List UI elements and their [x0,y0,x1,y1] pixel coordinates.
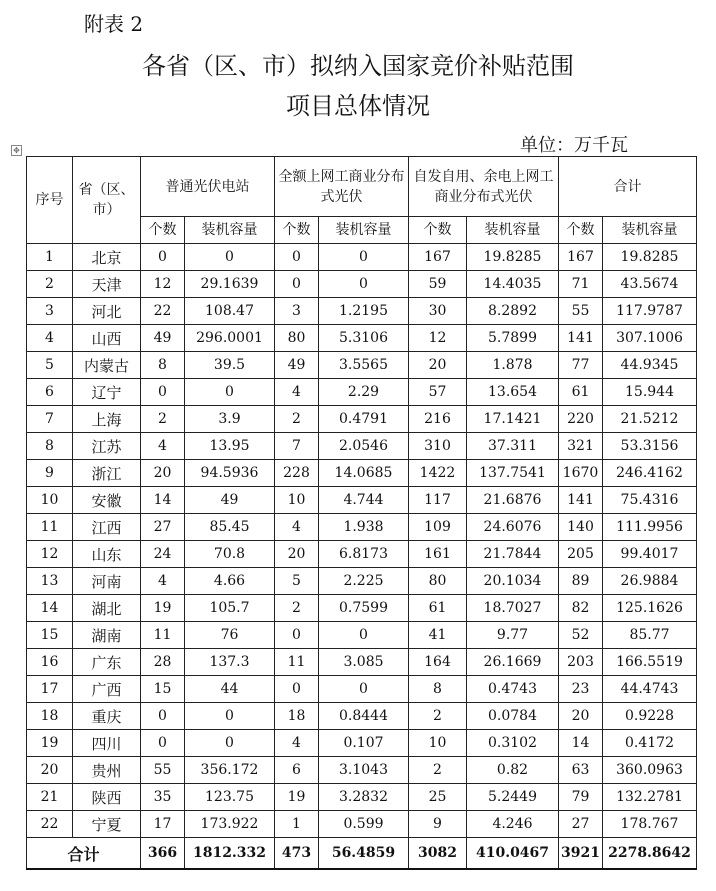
cell-count: 0 [141,244,185,271]
cell-capacity: 137.3 [185,649,275,676]
cell-capacity: 2.225 [319,568,409,595]
cell-seq: 7 [27,406,73,433]
cell-capacity: 13.95 [185,433,275,460]
cell-count: 10 [275,487,319,514]
table-row [27,460,697,487]
cell-seq: 21 [27,784,73,811]
cell-capacity: 0.9228 [603,703,697,730]
cell-count: 12 [141,271,185,298]
cell-seq: 4 [27,325,73,352]
header-full-grid-distributed: 全额上网工商业分布式光伏 [275,157,409,217]
cell-province: 广西 [73,676,141,703]
cell-capacity: 0.82 [467,757,559,784]
cell-count: 7 [275,433,319,460]
cell-count: 216 [409,406,467,433]
table-row [27,271,697,298]
cell-count: 1670 [559,460,603,487]
cell-seq: 2 [27,271,73,298]
cell-capacity: 1.878 [467,352,559,379]
cell-count: 9 [409,811,467,838]
cell-count: 2 [409,757,467,784]
cell-province: 天津 [73,271,141,298]
cell-capacity: 0.4172 [603,730,697,757]
cell-capacity: 296.0001 [185,325,275,352]
cell-count: 2 [141,406,185,433]
cell-capacity: 19.8285 [467,244,559,271]
cell-count: 109 [409,514,467,541]
cell-capacity: 0.599 [319,811,409,838]
cell-capacity: 2.29 [319,379,409,406]
table-row [27,811,697,838]
cell-capacity: 0 [319,622,409,649]
table-row [27,541,697,568]
document-subtitle: 项目总体情况 [286,92,430,120]
table-row [27,325,697,352]
cell-count: 10 [409,730,467,757]
cell-capacity: 5.7899 [467,325,559,352]
project-summary-table [26,156,697,870]
table-row [27,406,697,433]
cell-capacity: 18.7027 [467,595,559,622]
cell-count: 20 [559,703,603,730]
cell-capacity: 0.0784 [467,703,559,730]
cell-seq: 12 [27,541,73,568]
header-count: 个数 [141,217,185,244]
cell-count: 11 [275,649,319,676]
cell-seq: 17 [27,676,73,703]
total-cell: 56.4859 [319,838,409,870]
cell-capacity: 3.1043 [319,757,409,784]
cell-seq: 10 [27,487,73,514]
cell-count: 228 [275,460,319,487]
cell-count: 4 [141,568,185,595]
cell-count: 12 [409,325,467,352]
table-row [27,244,697,271]
cell-capacity: 4.246 [467,811,559,838]
cell-seq: 15 [27,622,73,649]
table-row [27,568,697,595]
cell-capacity: 21.5212 [603,406,697,433]
cell-count: 89 [559,568,603,595]
cell-capacity: 19.8285 [603,244,697,271]
cell-count: 71 [559,271,603,298]
total-cell: 3082 [409,838,467,870]
cell-count: 1422 [409,460,467,487]
cell-count: 55 [559,298,603,325]
cell-capacity: 0 [185,244,275,271]
cell-capacity: 21.7844 [467,541,559,568]
cell-province: 安徽 [73,487,141,514]
unit-label: 单位：万千瓦 [520,135,628,156]
cell-province: 北京 [73,244,141,271]
cell-capacity: 5.3106 [319,325,409,352]
document-title: 各省（区、市）拟纳入国家竞价补贴范围 [142,52,574,80]
cell-seq: 22 [27,811,73,838]
cell-count: 6 [275,757,319,784]
table-move-handle-icon[interactable]: ✥ [11,145,22,156]
cell-count: 321 [559,433,603,460]
cell-count: 41 [409,622,467,649]
table-row [27,433,697,460]
cell-capacity: 26.1669 [467,649,559,676]
cell-count: 14 [559,730,603,757]
cell-province: 重庆 [73,703,141,730]
cell-capacity: 246.4162 [603,460,697,487]
cell-count: 8 [141,352,185,379]
table-row [27,379,697,406]
cell-count: 80 [275,325,319,352]
cell-capacity: 137.7541 [467,460,559,487]
cell-capacity: 0 [319,271,409,298]
cell-count: 0 [141,703,185,730]
cell-seq: 8 [27,433,73,460]
table-row [27,352,697,379]
cell-count: 141 [559,325,603,352]
cell-capacity: 3.085 [319,649,409,676]
cell-capacity: 3.5565 [319,352,409,379]
cell-count: 0 [275,622,319,649]
cell-count: 0 [275,244,319,271]
cell-capacity: 1.2195 [319,298,409,325]
cell-capacity: 123.75 [185,784,275,811]
cell-count: 23 [559,676,603,703]
cell-capacity: 26.9884 [603,568,697,595]
cell-capacity: 44.4743 [603,676,697,703]
cell-capacity: 49 [185,487,275,514]
cell-capacity: 4.66 [185,568,275,595]
cell-count: 4 [275,730,319,757]
cell-capacity: 2.0546 [319,433,409,460]
cell-count: 57 [409,379,467,406]
cell-capacity: 0.107 [319,730,409,757]
cell-count: 35 [141,784,185,811]
table-row [27,676,697,703]
header-count: 个数 [409,217,467,244]
cell-capacity: 14.4035 [467,271,559,298]
total-cell: 2278.8642 [603,838,697,870]
table-row [27,487,697,514]
header-total: 合计 [559,157,697,217]
cell-capacity: 3.2832 [319,784,409,811]
cell-seq: 3 [27,298,73,325]
cell-capacity: 37.311 [467,433,559,460]
cell-capacity: 307.1006 [603,325,697,352]
table-row [27,730,697,757]
cell-count: 15 [141,676,185,703]
table-row [27,784,697,811]
cell-count: 28 [141,649,185,676]
cell-count: 27 [559,811,603,838]
cell-capacity: 0 [319,244,409,271]
cell-count: 2 [275,406,319,433]
cell-count: 49 [275,352,319,379]
cell-capacity: 24.6076 [467,514,559,541]
cell-count: 55 [141,757,185,784]
cell-capacity: 117.9787 [603,298,697,325]
cell-count: 59 [409,271,467,298]
cell-count: 77 [559,352,603,379]
cell-seq: 14 [27,595,73,622]
cell-seq: 18 [27,703,73,730]
cell-count: 63 [559,757,603,784]
header-capacity: 装机容量 [603,217,697,244]
cell-count: 61 [559,379,603,406]
table-row [27,649,697,676]
cell-capacity: 0 [319,676,409,703]
cell-count: 0 [141,730,185,757]
cell-capacity: 9.77 [467,622,559,649]
cell-capacity: 5.2449 [467,784,559,811]
cell-count: 27 [141,514,185,541]
cell-capacity: 44.9345 [603,352,697,379]
cell-count: 117 [409,487,467,514]
cell-count: 20 [275,541,319,568]
cell-count: 141 [559,487,603,514]
cell-capacity: 173.922 [185,811,275,838]
cell-count: 14 [141,487,185,514]
table-row [27,514,697,541]
cell-count: 8 [409,676,467,703]
cell-count: 4 [275,514,319,541]
cell-count: 19 [141,595,185,622]
cell-count: 17 [141,811,185,838]
cell-count: 24 [141,541,185,568]
cell-capacity: 20.1034 [467,568,559,595]
cell-count: 61 [409,595,467,622]
cell-seq: 13 [27,568,73,595]
cell-capacity: 75.4316 [603,487,697,514]
cell-province: 浙江 [73,460,141,487]
cell-count: 19 [275,784,319,811]
cell-capacity: 53.3156 [603,433,697,460]
cell-capacity: 85.45 [185,514,275,541]
cell-capacity: 0 [185,703,275,730]
table-row [27,622,697,649]
cell-capacity: 29.1639 [185,271,275,298]
cell-capacity: 13.654 [467,379,559,406]
cell-capacity: 0.4743 [467,676,559,703]
cell-count: 0 [275,676,319,703]
cell-province: 辽宁 [73,379,141,406]
cell-capacity: 0.7599 [319,595,409,622]
cell-province: 河北 [73,298,141,325]
header-self-use-distributed: 自发自用、余电上网工商业分布式光伏 [409,157,559,217]
cell-count: 4 [275,379,319,406]
cell-capacity: 85.77 [603,622,697,649]
cell-province: 山东 [73,541,141,568]
cell-province: 陕西 [73,784,141,811]
cell-count: 20 [409,352,467,379]
cell-capacity: 15.944 [603,379,697,406]
cell-province: 山西 [73,325,141,352]
cell-seq: 1 [27,244,73,271]
cell-capacity: 6.8173 [319,541,409,568]
cell-capacity: 132.2781 [603,784,697,811]
cell-count: 18 [275,703,319,730]
cell-capacity: 0.8444 [319,703,409,730]
cell-province: 河南 [73,568,141,595]
cell-count: 161 [409,541,467,568]
cell-capacity: 105.7 [185,595,275,622]
cell-province: 上海 [73,406,141,433]
cell-capacity: 0.4791 [319,406,409,433]
cell-capacity: 0.3102 [467,730,559,757]
cell-province: 广东 [73,649,141,676]
header-count: 个数 [275,217,319,244]
total-row [27,838,697,870]
header-count: 个数 [559,217,603,244]
cell-capacity: 8.2892 [467,298,559,325]
cell-capacity: 1.938 [319,514,409,541]
cell-count: 140 [559,514,603,541]
total-cell: 410.0467 [467,838,559,870]
header-province: 省（区、市） [73,157,141,244]
total-cell: 473 [275,838,319,870]
cell-count: 164 [409,649,467,676]
cell-capacity: 14.0685 [319,460,409,487]
table-row [27,757,697,784]
cell-capacity: 76 [185,622,275,649]
cell-seq: 19 [27,730,73,757]
header-capacity: 装机容量 [467,217,559,244]
header-ground-pv: 普通光伏电站 [141,157,275,217]
cell-count: 4 [141,433,185,460]
cell-capacity: 44 [185,676,275,703]
cell-province: 湖南 [73,622,141,649]
cell-capacity: 43.5674 [603,271,697,298]
cell-count: 167 [559,244,603,271]
cell-count: 52 [559,622,603,649]
cell-capacity: 356.172 [185,757,275,784]
cell-seq: 6 [27,379,73,406]
cell-count: 79 [559,784,603,811]
cell-count: 80 [409,568,467,595]
cell-capacity: 21.6876 [467,487,559,514]
cell-seq: 9 [27,460,73,487]
cell-seq: 16 [27,649,73,676]
total-cell: 1812.332 [185,838,275,870]
cell-count: 49 [141,325,185,352]
header-capacity: 装机容量 [319,217,409,244]
cell-capacity: 99.4017 [603,541,697,568]
table-row [27,298,697,325]
cell-capacity: 0 [185,730,275,757]
cell-count: 310 [409,433,467,460]
cell-province: 四川 [73,730,141,757]
cell-capacity: 125.1626 [603,595,697,622]
cell-capacity: 70.8 [185,541,275,568]
cell-count: 0 [275,271,319,298]
cell-count: 3 [275,298,319,325]
cell-capacity: 17.1421 [467,406,559,433]
cell-count: 0 [141,379,185,406]
cell-count: 11 [141,622,185,649]
total-label: 合计 [27,838,141,870]
cell-seq: 11 [27,514,73,541]
cell-count: 203 [559,649,603,676]
cell-capacity: 360.0963 [603,757,697,784]
cell-count: 22 [141,298,185,325]
cell-count: 205 [559,541,603,568]
cell-capacity: 178.767 [603,811,697,838]
cell-count: 220 [559,406,603,433]
cell-capacity: 0 [185,379,275,406]
cell-province: 湖北 [73,595,141,622]
table-row [27,595,697,622]
cell-province: 江西 [73,514,141,541]
cell-count: 167 [409,244,467,271]
table-row [27,703,697,730]
cell-capacity: 94.5936 [185,460,275,487]
cell-province: 江苏 [73,433,141,460]
cell-province: 宁夏 [73,811,141,838]
cell-count: 2 [409,703,467,730]
cell-count: 20 [141,460,185,487]
cell-province: 贵州 [73,757,141,784]
cell-count: 82 [559,595,603,622]
cell-capacity: 108.47 [185,298,275,325]
cell-seq: 5 [27,352,73,379]
attachment-label: 附表 2 [84,12,144,36]
cell-capacity: 111.9956 [603,514,697,541]
total-cell: 3921 [559,838,603,870]
cell-count: 30 [409,298,467,325]
cell-count: 1 [275,811,319,838]
cell-capacity: 166.5519 [603,649,697,676]
header-seq: 序号 [27,157,73,244]
header-capacity: 装机容量 [185,217,275,244]
cell-seq: 20 [27,757,73,784]
cell-count: 2 [275,595,319,622]
cell-count: 5 [275,568,319,595]
total-cell: 366 [141,838,185,870]
cell-count: 25 [409,784,467,811]
cell-capacity: 4.744 [319,487,409,514]
cell-capacity: 39.5 [185,352,275,379]
cell-capacity: 3.9 [185,406,275,433]
cell-province: 内蒙古 [73,352,141,379]
